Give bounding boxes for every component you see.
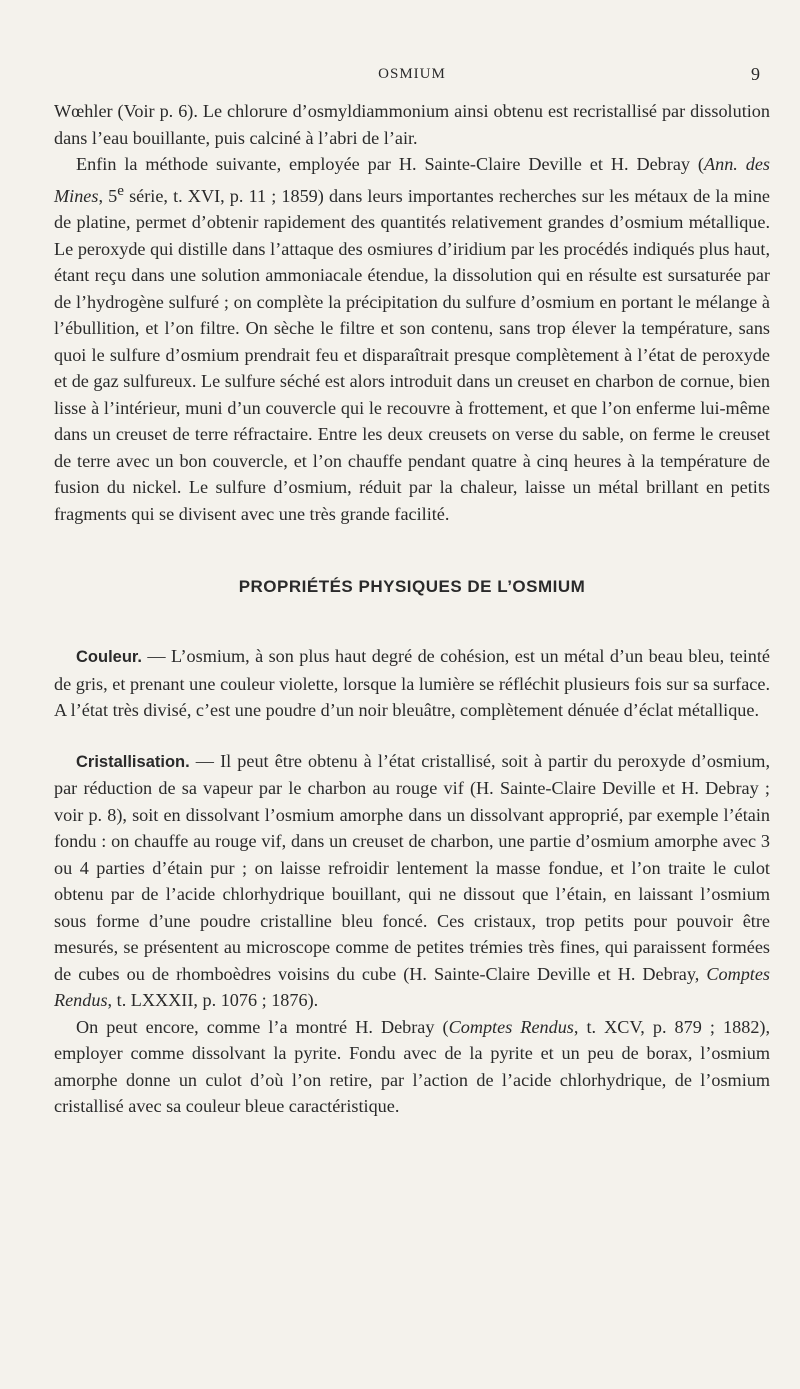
intro-paragraph-1: Wœhler (Voir p. 6). Le chlorure d’osmyldiammonium ainsi obtenu est recristallisé par dissolution dans l’eau bouillante, puis calciné à l’abri de l’air. [54, 101, 770, 148]
reference-comptes-rendus-2: Comptes Rendus [448, 1016, 574, 1037]
p2-start: Enfin la méthode suivante, employée par H. Sainte-Claire Deville et H. Debray ( [76, 154, 704, 174]
cristallisation-text: — Il peut être obtenu à l’état cristallisé, soit à partir du peroxyde d’osmium, par réduction de sa vapeur par le charbon au rouge vif (H. Sainte-Claire Deville et H. Debray ; voir p. 8), soit en dissolvant l’osmium amorphe dans un dissolvant approprié, par exemple l’étain fondu : on chauffe au rouge vif, dans un creuset de charbon, une partie d’osmium amorphe avec 3 ou 4 parties d’étain pur ; on laisse refroidir lentement la masse fondue, et l’on traite le culot obtenu par de l’acide chlorhydrique bouillant, qui ne dissout que l’étain, en laissant l’osmium sous forme d’une poudre cristalline bleu foncé. Ces cristaux, trop petits pour pouvoir être mesurés, se présentent au microscope comme de petites trémies très fines, qui paraissent formées de cubes ou de rhomboèdres voisins du cube (H. Sainte-Claire Deville et H. Debray, [54, 750, 770, 984]
reference-annales: Ann. des Mines [54, 154, 771, 206]
section-heading: PROPRIÉTÉS PHYSIQUES DE L’OSMIUM [238, 577, 586, 597]
couleur-label: Couleur. [76, 648, 143, 667]
pyrite-rest: , t. XCV, p. 879 ; 1882), employer comme dissolvant la pyrite. Fondu avec de la pyrite et un peu de borax, l’osmium amorphe donne un culot d’où l’on retire, par l’action de l’acide chlorhydrique, de l’osmium cristallisé avec sa couleur bleue caractéristique. [54, 1016, 771, 1117]
pyrite-paragraph [54, 1014, 770, 1120]
running-title: OSMIUM [378, 66, 446, 82]
couleur-paragraph [54, 643, 770, 724]
cristallisation-paragraph [54, 748, 770, 1014]
couleur-text: — L’osmium, à son plus haut degré de cohésion, est un métal d’un beau bleu, teinté de gris, et prenant une couleur violette, lorsque la lumière se réfléchit plusieurs fois sur sa surface. A l’état très divisé, c’est une poudre d’un noir bleuâtre, complètement dénuée d’éclat métallique. [54, 646, 770, 721]
pyrite-start: On peut encore, comme l’a montré H. Debray ( [76, 1016, 449, 1037]
page-number: 9 [751, 64, 760, 84]
cristallisation-text-end: , t. LXXXII, p. 1076 ; 1876). [107, 990, 319, 1011]
superscript-e: e [117, 181, 124, 199]
p2-rest: série, t. XVI, p. 11 ; 1859) dans leurs importantes recherches sur les métaux de la mine de platine, permet d’obtenir rapidement des quantités relativement grandes d’osmium métallique. Le peroxyde qui distille dans l’attaque des osmiures d’iridium par les procédés indiqués plus haut, étant reçu dans une solution ammoniacale étendue, la dissolution qui en résulte est sursaturée par de l’hydrogène sulfuré ; on complète la précipitation du sulfure d’osmium en portant le mélange à l’ébullition, et l’on filtre. On sèche le filtre et son contenu, sans trop élever la température, sans quoi le sulfure d’osmium prendrait feu et disparaîtrait presque complètement à l’état de peroxyde et de gaz sulfureux. Le sulfure séché est alors introduit dans un creuset en charbon de cornue, bien lisse à l’intérieur, muni d’un couvercle qui le recouvre à frottement, et que l’on enferme lui-même dans un creuset de terre réfractaire. Entre les deux creusets on verse du sable, on ferme le creuset de terre avec un bon couvercle, et l’on chauffe pendant quatre à cinq heures à la température de fusion du nickel. Le sulfure d’osmium, réduit par la chaleur, laisse un métal brillant en petits fragments qui se divisent avec une très grande facilité. [54, 185, 770, 524]
p2-ref-b: , 5 [98, 185, 118, 206]
running-head [54, 64, 770, 90]
intro-paragraph-2 [54, 151, 770, 527]
cristallisation-label: Cristallisation. [76, 752, 190, 771]
reference-comptes-rendus-1: Comptes Rendus [54, 963, 770, 1011]
